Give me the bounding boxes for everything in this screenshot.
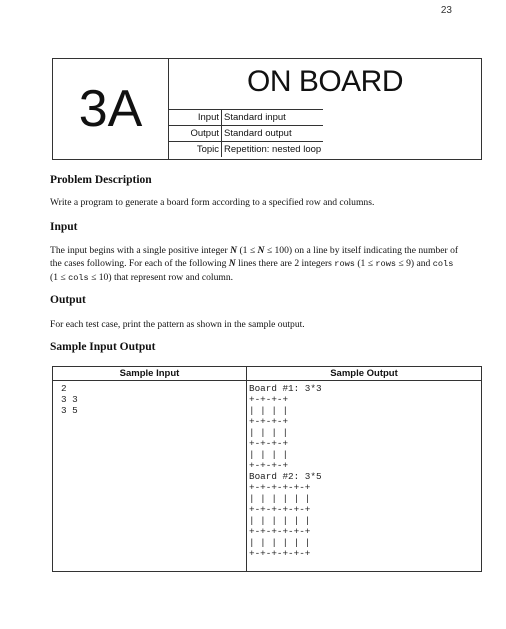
problem-info-table (169, 109, 323, 157)
info-label: Topic (169, 142, 222, 158)
text-run: ≤ 9) and (396, 258, 433, 269)
info-row-output (169, 126, 323, 142)
var-n: N (257, 245, 265, 256)
info-row-input (169, 110, 323, 126)
problem-code: 3A (53, 59, 169, 159)
var-rows: rows (375, 259, 397, 269)
var-rows: rows (334, 259, 355, 269)
problem-description-heading: Problem Description (50, 174, 152, 186)
text-run: ≤ 100) on a line by itself indicating the number of the cases following. For each of the following (50, 245, 459, 269)
text-run: (1 ≤ (354, 258, 376, 269)
info-value: Standard output (222, 126, 324, 142)
var-n: N (228, 258, 236, 269)
problem-description-text: Write a program to generate a board form according to a specified row and columns. (50, 197, 375, 208)
problem-title: ON BOARD (246, 65, 404, 98)
text-run: ≤ 10) that represent row and column. (88, 272, 234, 283)
column-divider (246, 367, 247, 571)
text-run: The input begins with a single positive integer (50, 245, 231, 256)
sample-io-heading: Sample Input Output (50, 341, 156, 353)
sample-table-header (53, 367, 481, 381)
info-value: Repetition: nested loop (222, 142, 324, 158)
sample-output-label: Sample Output (330, 368, 398, 379)
sample-input-text: 2 3 3 3 5 (61, 383, 78, 416)
text-run: (1 ≤ (237, 245, 258, 256)
text-run: (1 ≤ (50, 272, 69, 283)
info-label: Input (169, 110, 222, 126)
info-row-topic (169, 142, 323, 158)
sample-io-table (52, 366, 482, 572)
sample-output-text: Board #1: 3*3 +-+-+-+ | | | | +-+-+-+ | | | | +-+-+-+ | | | | +-+-+-+ Board #2: 3*5 +-+-+-+-+-+ | | | | | | +-+-+-+-+-+ | | | | | | +-+-+-+-+-+ | | | | | | +-+-+-+-+-+ (249, 383, 322, 559)
problem-header (52, 58, 482, 160)
info-label: Output (169, 126, 222, 142)
output-heading: Output (50, 294, 86, 306)
text-run: lines there are 2 integers (235, 258, 335, 269)
page-number: 23 (440, 5, 452, 16)
input-description (50, 244, 460, 285)
var-n: N (230, 245, 238, 256)
info-value: Standard input (222, 110, 324, 126)
output-description: For each test case, print the pattern as shown in the sample output. (50, 319, 305, 330)
sample-input-label: Sample Input (119, 368, 180, 379)
var-cols: cols (68, 273, 89, 283)
var-cols: cols (432, 259, 454, 269)
input-heading: Input (50, 221, 78, 233)
